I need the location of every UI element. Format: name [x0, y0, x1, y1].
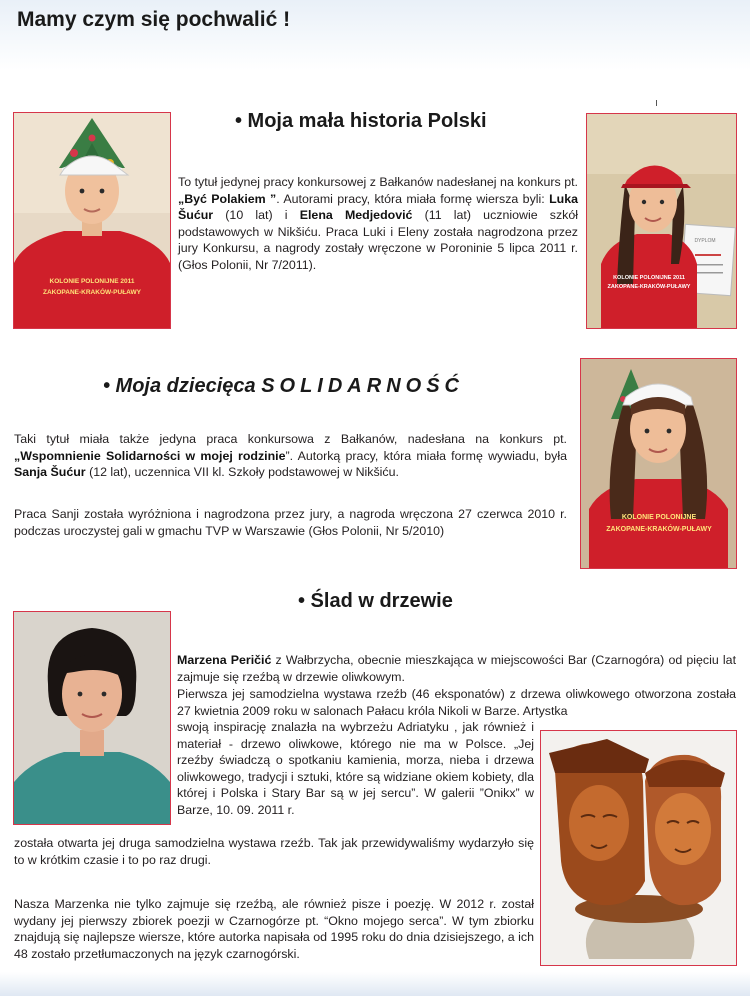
paragraph-pierwsza-wystawa: Pierwsza jej samodzielna wystawa rzeźb (46 eksponatów) z drzewa oliwkowego otworzona została 27 kwietnia 2009 roku w salonach Pałacu króla Nikoli w Barze. Artystka [177, 687, 736, 718]
photo-sculpture [540, 730, 737, 966]
shirt-text-2: ZAKOPANE-KRAKÓW-PUŁAWY [606, 526, 712, 533]
page-title: Mamy czym się pochwalić ! [17, 8, 291, 31]
boy-portrait-image [14, 113, 170, 328]
paragraph-byc-polakiem: To tytuł jedynej pracy konkursowej z Bałkanów nadesłanej na konkurs pt. „Być Polakiem ”. Autorami pracy, która miała formę wiersza byli: Luka Šućur (10 lat) i Elena Medjedović (11 lat) uczniowie szkół podstawowych w Nikšiću. Praca Luki i Eleny została nagrodzona przez jury Konkursu, a nagrody zostały wręczone w Poroninie 5 lipca 2011 r. (Głos Polonii, Nr 7/2011). [178, 175, 578, 272]
shirt-text: KOLONIE POLONIJNE 2011 [613, 275, 685, 281]
sculpture-image [541, 731, 736, 965]
paragraph-poezja: Nasza Marzenka nie tylko zajmuje się rzeźbą, ale również pisze i poezję. W 2012 r. został wydany jej pierwszy zbiorek poezji w Czarnogórze pt. “Okno mojego serca”. W tym zbiorku znajdują się najlepsze wiersze, które autorka napisała od 1995 roku do dnia dzisiejszego, a ich 48 zostało przetłumaczonych na język czarnogórski. [14, 897, 534, 961]
shirt-text: KOLONIE POLONIJNE 2011 [49, 278, 135, 285]
photo-sanja [580, 358, 737, 569]
paragraph-druga-wystawa: została otwarta jej druga samodzielna wystawa rzeźb. Tak jak przewidywaliśmy wydarzyło się to w krótkim czasie i to po raz drugi. [14, 836, 534, 867]
shirt-text-2: ZAKOPANE-KRAKÓW-PUŁAWY [43, 289, 141, 296]
heading-slad-w-drzewie: • Ślad w drzewie [298, 590, 453, 612]
decorative-mark [656, 100, 657, 106]
paragraph-inspiracja: swoją inspirację znalazła na wybrzeżu Adriatyku , jak również i materiał - drzewo oliwkowe, którego nie ma w Polsce. „Jej rzeźby świadczą o spotkaniu kamienia, morza, nieba i drzewa oliwkowego, tradycji i sztuki, które są widziane okiem kobiety, dla której i Polska i Stary Bar są w jej sercu”. W galerii ”Onikx” w Barze, 10. 09. 2011 r. [177, 720, 534, 817]
footer-gradient [0, 972, 750, 996]
shirt-text-2: ZAKOPANE-KRAKÓW-PUŁAWY [607, 284, 691, 290]
heading-moja-mala-historia: • Moja mała historia Polski [235, 110, 487, 132]
heading-moja-dziecieca-solidarnosc: • Moja dziecięca SOLIDARNOŚĆ [103, 375, 464, 397]
photo-luka [13, 112, 171, 329]
woman-portrait-image [14, 612, 170, 824]
photo-marzena [13, 611, 171, 825]
diploma-text: DYPLOM [694, 238, 716, 244]
shirt-text: KOLONIE POLONIJNE [621, 514, 697, 521]
girl-portrait-image [581, 359, 736, 568]
photo-elena [586, 113, 737, 329]
paragraph-wspomnienie-solidarnosci: Taki tytuł miała także jedyna praca konkursowa z Bałkanów, nadesłana na konkurs pt. „Wspomnienie Solidarności w mojej rodzinie”. Autorką pracy, która miała formę wywiadu, była Sanja Šućur (12 lat), uczennica VII kl. Szkoły podstawowej w Nikšiću. [14, 432, 567, 480]
girl-with-diploma-image [587, 114, 736, 328]
paragraph-praca-sanji: Praca Sanji została wyróżniona i nagrodzona przez jury, a nagroda wręczona 27 czerwca 2010 r. podczas uroczystej gali w gmachu TVP w Warszawie (Głos Polonii, Nr 5/2010) [14, 507, 567, 538]
paragraph-marzena-intro: Marzena Peričić z Wałbrzycha, obecnie mieszkająca w miejscowości Bar (Czarnogóra) od pięciu lat zajmuje się rzeźbą w drzewie oliwkowym. [177, 653, 737, 684]
